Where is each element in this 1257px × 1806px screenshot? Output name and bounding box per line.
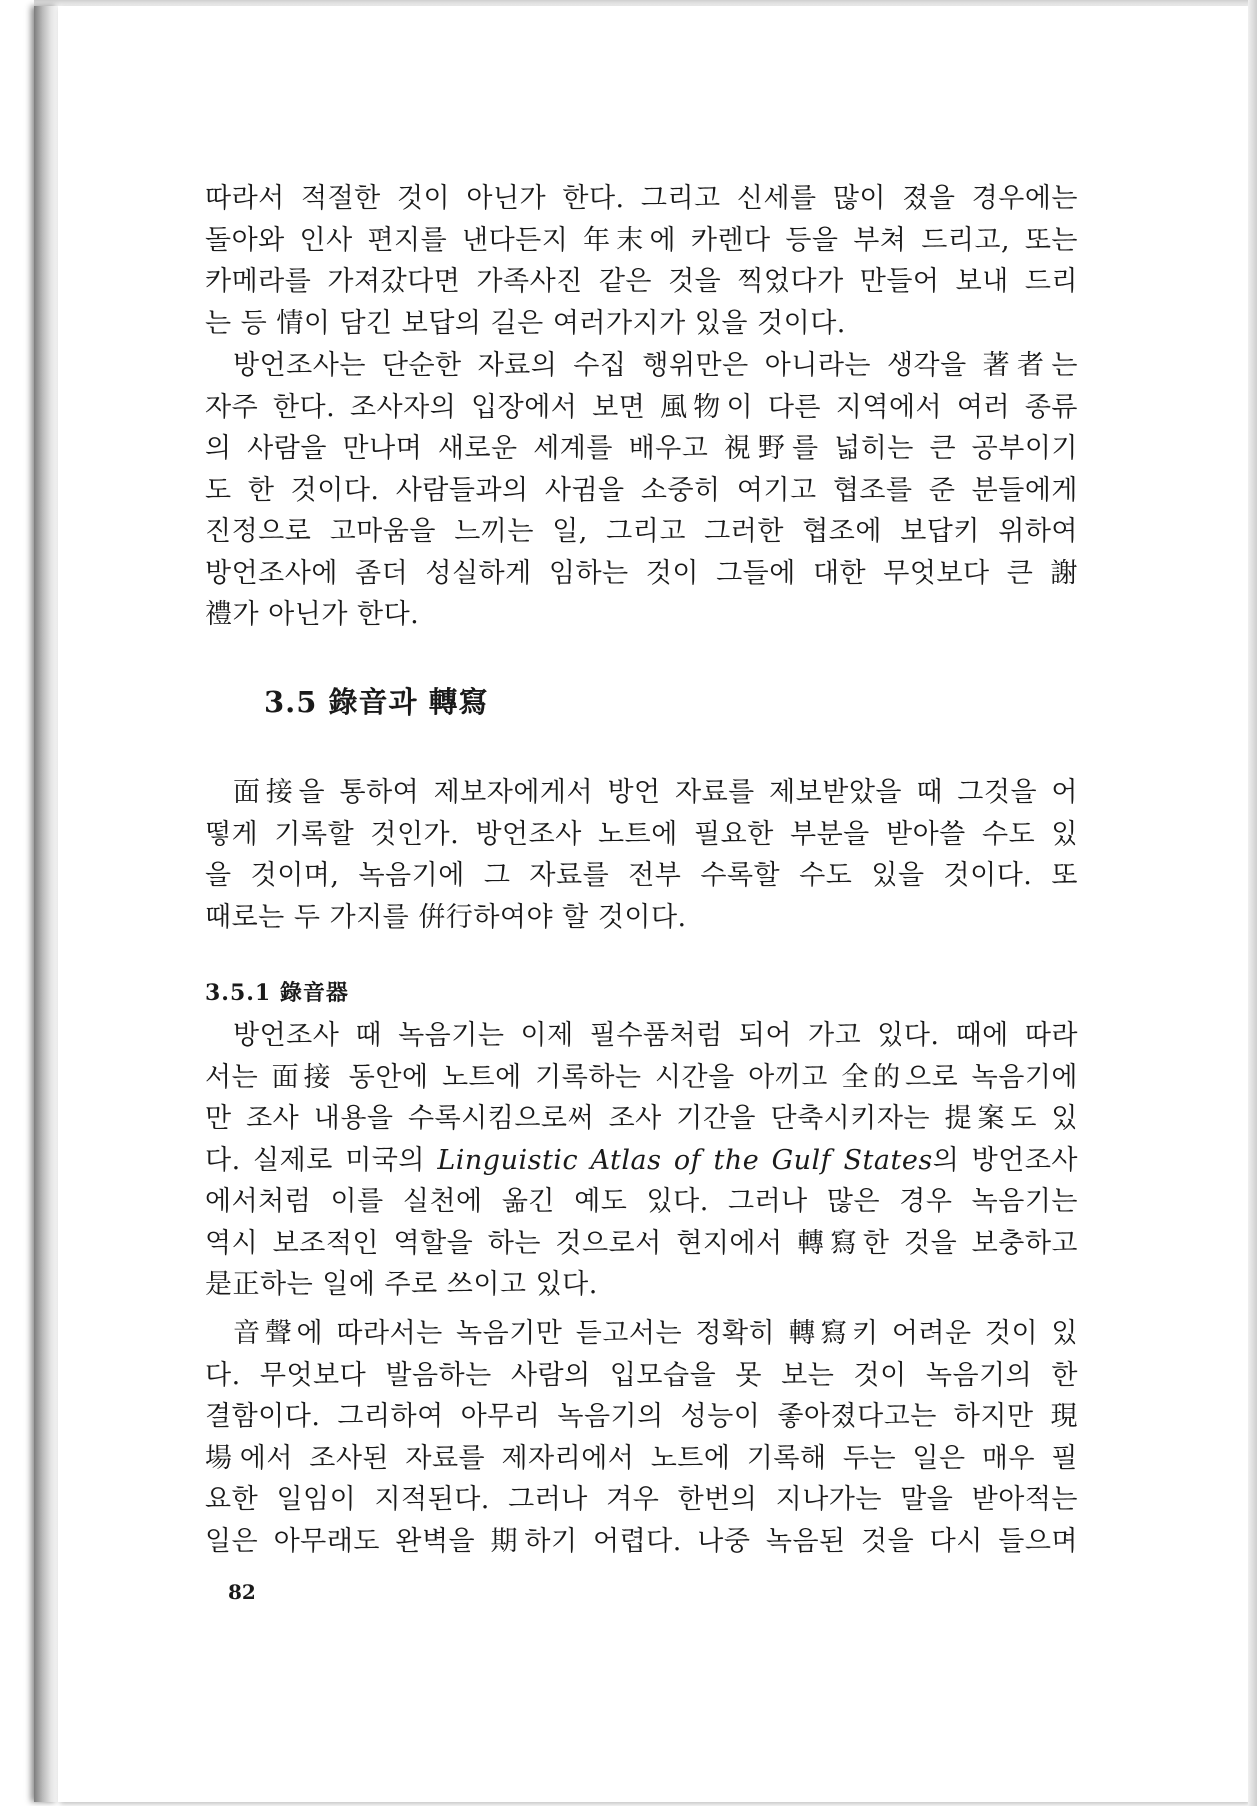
text-line: 禮가 아닌가 한다. — [205, 599, 420, 630]
book-spine-edge — [34, 6, 58, 1802]
text-line: 카메라를 가져갔다면 가족사진 같은 것을 찍었다가 만들어 보내 드리 — [205, 266, 1078, 297]
text-line: 자주 한다. 조사자의 입장에서 보면 風物이 다른 지역에서 여러 종류 — [205, 391, 1078, 423]
text-line: 따라서 적절한 것이 아닌가 한다. 그리고 신세를 많이 졌을 경우에는 — [205, 183, 1078, 214]
text-line: 是正하는 일에 주로 쓰이고 있다. — [205, 1269, 598, 1300]
text-line: 떻게 기록할 것인가. 방언조사 노트에 필요한 부분을 받아쓸 수도 있 — [205, 818, 1078, 850]
text-line-with-italic — [205, 1140, 1078, 1182]
text-line: 방언조사는 단순한 자료의 수집 행위만은 아니라는 생각을 著者는 — [233, 350, 1078, 381]
page-number: 82 — [228, 1580, 256, 1604]
text-line: 을 것이며, 녹음기에 그 자료를 전부 수록할 수도 있을 것이다. 또 — [205, 860, 1078, 891]
text-line: 다. 무엇보다 발음하는 사람의 입모습을 못 보는 것이 녹음기의 한 — [205, 1359, 1078, 1391]
section-heading: 3.5 錄音과 轉寫 — [264, 685, 489, 719]
italic-title: Linguistic Atlas of the Gulf States — [437, 1144, 933, 1176]
text-line: 방언조사에 좀더 성실하게 임하는 것이 그들에 대한 무엇보다 큰 謝 — [205, 557, 1078, 589]
text-line: 일은 아무래도 완벽을 期하기 어렵다. 나중 녹음된 것을 다시 들으며 — [205, 1525, 1078, 1557]
text-line: 의 사람을 만나며 새로운 세계를 배우고 視野를 넓히는 큰 공부이기 — [205, 433, 1078, 464]
text-segment: 다. 실제로 미국의 — [205, 1144, 438, 1176]
text-line: 만 조사 내용을 수록시킴으로써 조사 기간을 단축시키자는 提案도 있 — [205, 1103, 1078, 1134]
paragraph-3 — [205, 772, 1078, 938]
text-line: 는 등 情이 담긴 보답의 길은 여러가지가 있을 것이다. — [205, 307, 846, 339]
text-line: 방언조사 때 녹음기는 이제 필수품처럼 되어 가고 있다. 때에 따라 — [233, 1020, 1078, 1051]
subsection-heading: 3.5.1 錄音器 — [205, 980, 349, 1006]
paragraph-2 — [205, 345, 1078, 636]
text-line: 진정으로 고마움을 느끼는 일, 그리고 그러한 협조에 보답키 위하여 — [205, 516, 1078, 547]
text-line: 場에서 조사된 자료를 제자리에서 노트에 기록해 두는 일은 매우 필 — [205, 1442, 1078, 1474]
text-line: 音聲에 따라서는 녹음기만 듣고서는 정확히 轉寫키 어려운 것이 있 — [233, 1318, 1078, 1349]
text-line: 때로는 두 가지를 倂行하여야 할 것이다. — [205, 901, 687, 933]
text-line: 面接을 통하여 제보자에게서 방언 자료를 제보받았을 때 그것을 어 — [233, 777, 1078, 808]
text-line: 결함이다. 그리하여 아무리 녹음기의 성능이 좋아졌다고는 하지만 現 — [205, 1401, 1078, 1432]
text-line: 도 한 것이다. 사람들과의 사귐을 소중히 여기고 협조를 준 분들에게 — [205, 474, 1078, 506]
text-line: 돌아와 인사 편지를 낸다든지 年末에 카렌다 등을 부쳐 드리고, 또는 — [205, 224, 1078, 256]
paragraph-1 — [205, 178, 1078, 344]
text-line: 서는 面接 동안에 노트에 기록하는 시간을 아끼고 全的으로 녹음기에 — [205, 1061, 1078, 1093]
text-line: 역시 보조적인 역할을 하는 것으로서 현지에서 轉寫한 것을 보충하고 — [205, 1227, 1078, 1259]
paragraph-4 — [205, 1015, 1078, 1306]
page-right-edge — [1248, 0, 1257, 1806]
text-line: 요한 일임이 지적된다. 그러나 겨우 한번의 지나가는 말을 받아적는 — [205, 1484, 1078, 1515]
text-line: 에서처럼 이를 실천에 옮긴 예도 있다. 그러나 많은 경우 녹음기는 — [205, 1186, 1078, 1217]
text-segment: 의 방언조사 — [932, 1144, 1078, 1176]
paragraph-5 — [205, 1313, 1078, 1562]
